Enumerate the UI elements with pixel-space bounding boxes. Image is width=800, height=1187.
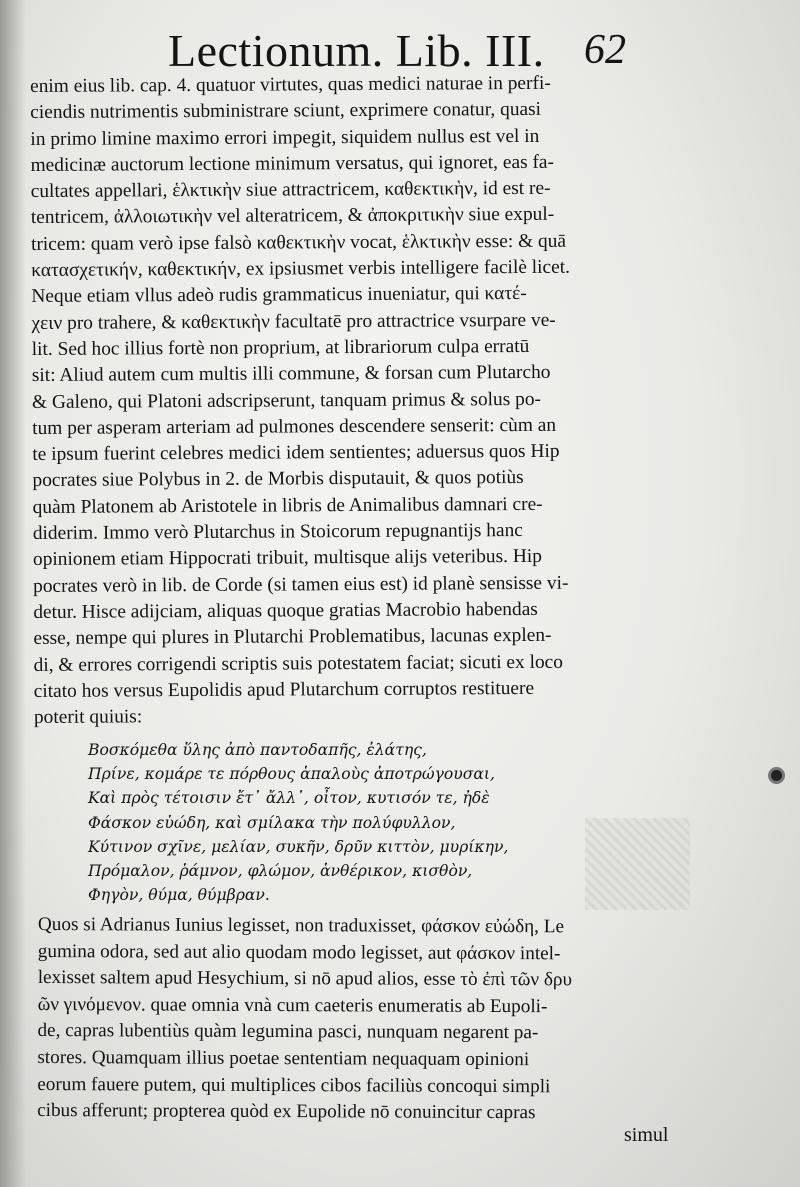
text-line: poterit quiuis: <box>33 706 143 729</box>
text-line: ciendis nutrimentis subministrare sciunt, exprimere conatur, quasi <box>30 99 542 124</box>
greek-verse-quotation <box>88 738 648 907</box>
text-line: pocrates verò in lib. de Corde (si tamen eius est) id planè sensisse vi- <box>33 572 569 597</box>
continuation-text-block <box>37 912 698 1128</box>
page-number: 62 <box>584 27 626 73</box>
page-header <box>0 20 800 76</box>
text-line: enim eius lib. cap. 4. quatuor virtutes, quas medici naturae in perfi- <box>30 72 551 97</box>
text-line: diderim. Immo verò Plutarchus in Stoicorum repugnantijs hanc <box>32 520 523 545</box>
main-text-block <box>30 70 694 731</box>
text-line: de, capras lubentiùs quàm legumina pasci, nunquam negarent pa- <box>37 1020 539 1044</box>
text-line: citato hos versus Eupolidis apud Plutarchum corruptos restituere <box>33 677 535 702</box>
text-line: cultates appellari, ἑλκτικὴν siue attractricem, καθεκτικὴν, id est re- <box>30 178 551 203</box>
catchword: simul <box>624 1124 669 1146</box>
text-line: di, & errores corrigendi scriptis suis potestatem faciat; sicuti ex loco <box>33 651 563 676</box>
text-line: κατασχετικήν, καθεκτικήν, ex ipsiusmet verbis intelligere facilè licet. <box>31 256 571 282</box>
text-line: medicinæ auctorum lectione minimum versatus, qui ignoret, eas fa- <box>30 151 555 176</box>
text-line: quàm Platonem ab Aristotele in libris de Animalibus damnari cre- <box>32 493 543 518</box>
gutter-shadow <box>0 0 26 1187</box>
verse-line: Πρίνε, κομάρε τε πόρθους ἁπαλοὺς ἀποτρώγουσαι, <box>88 765 495 784</box>
text-line: pocrates siue Polybus in 2. de Morbis disputauit, & quos potiùs <box>32 467 524 492</box>
verse-line: Καὶ πρὸς τέτοισιν ἔτ᾽ ἄλλ᾽, οἶτον, κυτισόν τε, ἠδὲ <box>88 789 490 808</box>
verse-line: Βοσκόμεθα ὕλης ἀπὸ παντοδαπῆς, ἐλάτης, <box>88 741 427 759</box>
verse-line: Κύτινον σχῖνε, μελίαν, συκῆν, δρῦν κιττὸν, μυρίκην, <box>88 837 509 856</box>
verse-line: Πρόμαλον, ῥάμνον, φλώμον, ἀνθέρικον, κισθὸν, <box>88 862 473 881</box>
text-line: gumina odora, sed aut alio quodam modo legisset, aut φάσκον intel- <box>37 940 561 964</box>
text-line: opinionem etiam Hippocrati tribuit, multisque alijs veteribus. Hip <box>32 546 542 571</box>
text-line: lexisset saltem apud Hesychium, si nō apud alios, esse τὸ ἐπὶ τῶν δρυ <box>37 967 573 991</box>
text-line: tentricem, ἀλλοιωτικὴν vel alteratricem, & ἀποκριτικὴν siue expul- <box>30 204 555 229</box>
text-line: sit: Aliud autem cum multis illi commune, & forsan cum Plutarcho <box>31 362 551 387</box>
text-line: eorum fauere putem, qui multiplices cibos faciliùs concoqui simpli <box>37 1073 551 1097</box>
text-line: tricem: quam verò ipse falsò καθεκτικὴν vocat, ἑλκτικὴν esse: & quā <box>30 230 567 255</box>
verse-line: Φάσκον εὐώδη, καὶ σμίλακα τὴν πολύφυλλον, <box>88 813 456 832</box>
text-line: Quos si Adrianus Iunius legisset, non traduxisset, φάσκον εὐώδη, Le <box>37 914 565 938</box>
text-line: tum per asperam arteriam ad pulmones descendere senserit: cùm an <box>32 414 557 439</box>
text-line: cibus afferunt; propterea quòd ex Eupolide nō conuincitur capras <box>37 1100 536 1124</box>
text-line: χειν pro trahere, & καθεκτικὴν facultatē pro attractrice vsurpare ve- <box>31 309 556 334</box>
text-line: esse, nempe qui plures in Plutarchi Problematibus, lacunas explen- <box>33 625 552 650</box>
text-line: ῶν γινόμενον. quae omnia vnà cum caeteris enumeratis ab Eupoli- <box>37 993 548 1018</box>
text-line: in primo limine maximo errori impegit, siquidem nullus est vel in <box>30 125 540 150</box>
text-line: stores. Quamquam illius poetae sententiam nequaquam opinioni <box>37 1046 530 1071</box>
text-line: Neque etiam vllus adeò rudis grammaticus inueniatur, qui κατέ- <box>31 283 527 308</box>
text-line: te ipsum fuerint celebres medici idem sentientes; aduersus quos Hip <box>32 440 560 466</box>
ink-spot <box>771 770 782 781</box>
running-title: Lectionum. Lib. III. <box>168 25 545 76</box>
text-line: lit. Sed hoc illius fortè non proprium, at librariorum culpa erratū <box>31 335 530 360</box>
text-line: & Galeno, qui Platoni adscripserunt, tanquam primus & solus po- <box>31 388 542 413</box>
text-line: detur. Hisce adijciam, aliquas quoque gratias Macrobio habendas <box>33 598 538 623</box>
verse-line: Φηγὸν, θύμα, θύμβραν. <box>88 886 270 905</box>
